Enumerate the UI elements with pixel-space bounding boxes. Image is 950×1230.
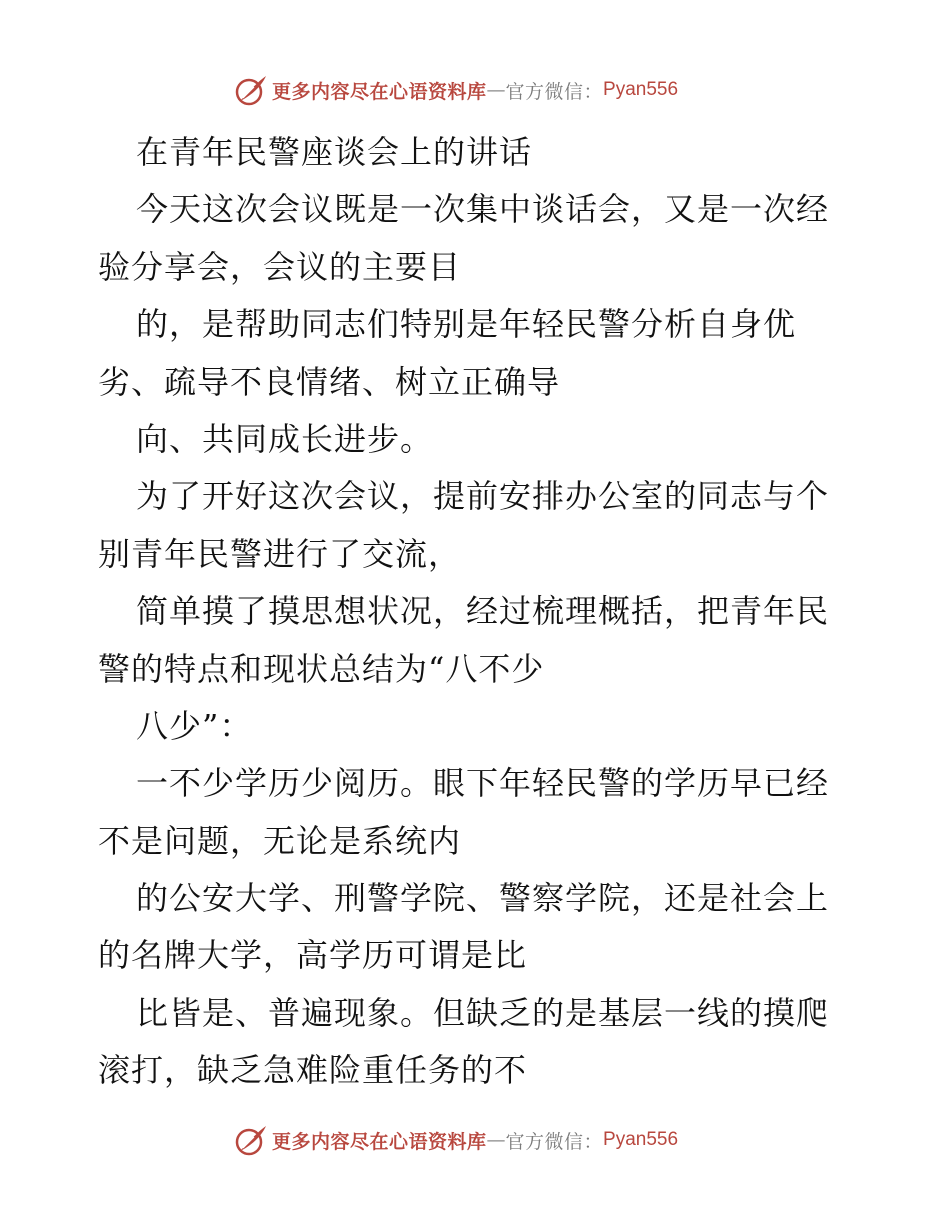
banner-dash: —: [486, 79, 506, 101]
banner-wechat-label: 官方微信：: [505, 80, 604, 103]
banner-wechat-label: 官方微信：: [505, 1130, 604, 1153]
body-text: [98, 124, 858, 1100]
footer-banner: [234, 1122, 754, 1158]
text-line: 的公安大学、刑警学院、警察学院，还是社会上: [136, 879, 830, 918]
text-line: 向、共同成长进步。: [136, 419, 434, 458]
banner-site-name: 更多内容尽在心语资料库: [272, 1130, 487, 1153]
banner-wechat-id: Pyan556: [603, 79, 679, 100]
text-line: 警的特点和现状总结为“八不少: [98, 649, 545, 688]
text-line: 简单摸了摸思想状况，经过梳理概括，把青年民: [136, 592, 830, 631]
header-banner: [234, 72, 754, 108]
text-line: 今天这次会议既是一次集中谈话会，又是一次经: [136, 190, 830, 229]
text-line: 别青年民警进行了交流，: [98, 534, 462, 573]
text-line: 为了开好这次会议，提前安排办公室的同志与个: [136, 477, 830, 516]
banner-dash: —: [486, 1129, 506, 1151]
text-line: 劣、疏导不良情绪、树立正确导: [98, 362, 561, 401]
banner-site-name: 更多内容尽在心语资料库: [272, 80, 487, 103]
text-line: 不是问题，无论是系统内: [98, 821, 462, 860]
feather-logo-icon: [234, 1123, 268, 1157]
feather-logo-icon: [234, 73, 268, 107]
banner-wechat-id: Pyan556: [603, 1129, 679, 1150]
text-line: 比皆是、普遍现象。但缺乏的是基层一线的摸爬: [136, 993, 830, 1032]
text-line: 的，是帮助同志们特别是年轻民警分析自身优: [136, 305, 797, 344]
text-line: 滚打，缺乏急难险重任务的不: [98, 1051, 528, 1090]
text-line: 一不少学历少阅历。眼下年轻民警的学历早已经: [136, 764, 830, 803]
text-line: 在青年民警座谈会上的讲话: [136, 133, 533, 171]
text-line: 八少”：: [136, 706, 253, 745]
text-line: 的名牌大学，高学历可谓是比: [98, 936, 528, 975]
text-line: 验分享会，会议的主要目: [98, 247, 462, 286]
